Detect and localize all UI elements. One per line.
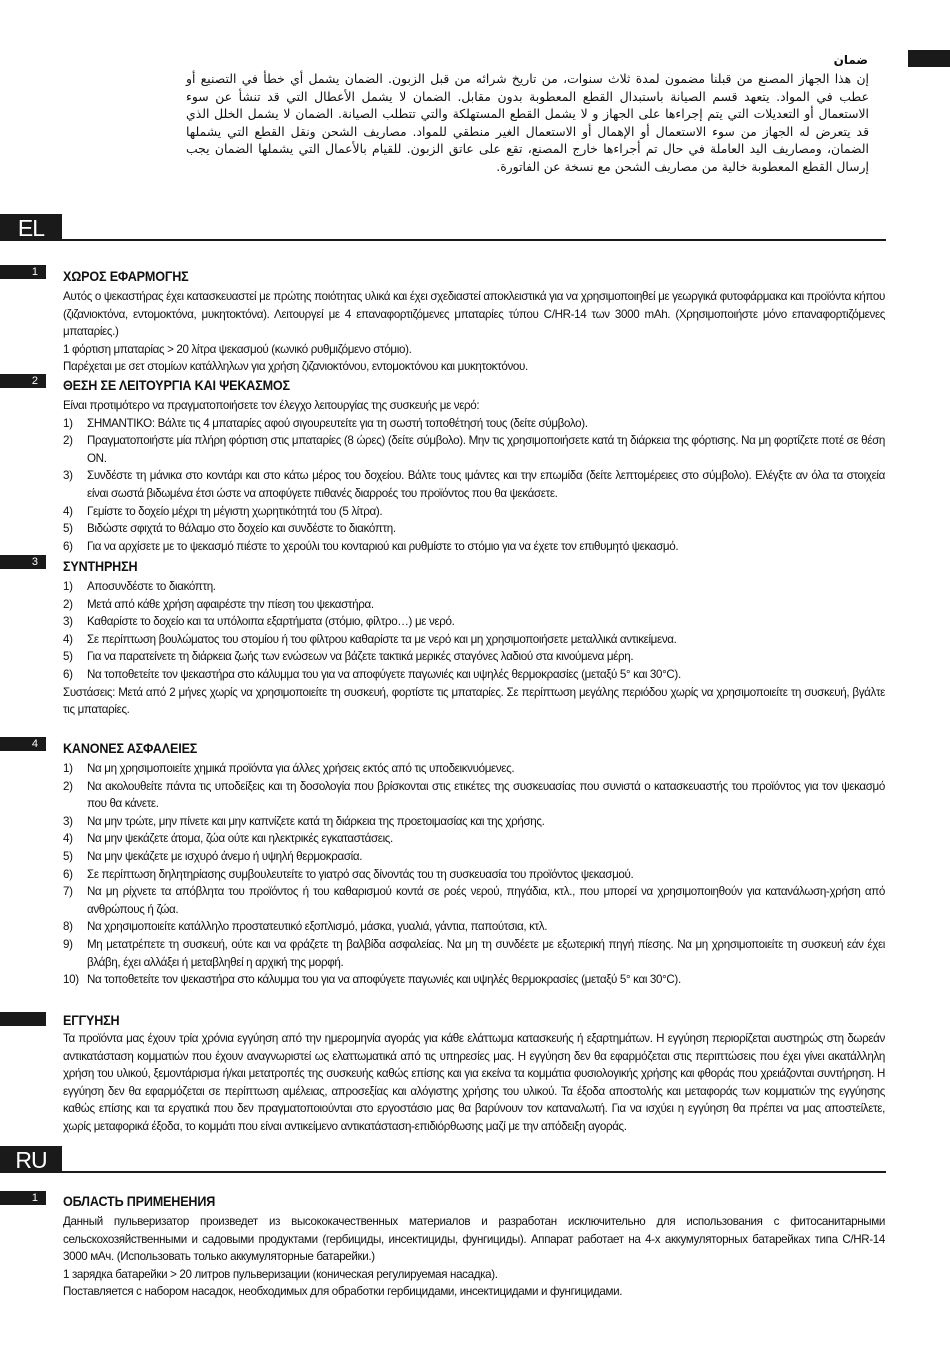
section-body	[63, 578, 885, 719]
paragraph: Παρέχεται με σετ στομίων κατάλληλων για χρήση ζιζανιοκτόνου, εντομοκτόνου και μυκητοκτόνου.	[63, 360, 528, 374]
divider	[62, 1171, 886, 1173]
paragraph: Συστάσεις: Μετά από 2 μήνες χωρίς να χρησιμοποιείτε τη συσκευή, φορτίστε τις μπαταρίες. Σε περίπτωση μεγάλης περιόδου χωρίς να χρησιμοποιείτε τη συσκευή, βγάλτε τις μπαταρίες.	[63, 685, 885, 717]
paragraph: Данный пульверизатор произведет из высококачественных материалов и разработан исключительно для использования с фитосанитарными сельскохозяйственными и садовыми продуктами (гербициды, инсектициды, фунгициды). Аппарат работает на 4-х аккумуляторных батарейках типа C/HR-14 3000 мАч. (Использовать только аккумуляторные батарейки.)	[63, 1215, 885, 1264]
section-body	[63, 288, 885, 376]
list-item: 6) Για να αρχίσετε με το ψεκασμό πιέστε το χερούλι του κονταριού και ρυθμίστε το στόμιο για να έχετε τον επιθυμητό ψεκασμό.	[63, 539, 679, 553]
language-label: EL	[0, 214, 62, 241]
list-item: 3) Καθαρίστε το δοχείο και τα υπόλοιπα εξαρτήματα (στόμιο, φίλτρο…) με νερό.	[63, 615, 455, 629]
list-item: 4) Γεμίστε το δοχείο μέχρι τη μέγιστη χωρητικότητά του (5 λίτρα).	[63, 504, 383, 518]
list-item: 6) Να τοποθετείτε τον ψεκαστήρα στο κάλυμμα του για να αποφύγετε παγωνιές και υψηλές θερμοκρασίες (μεταξύ 5° και 30°C).	[63, 667, 681, 681]
section-body	[63, 760, 885, 989]
list-item: 3) Συνδέστε τη μάνικα στο κοντάρι και στο κάτω μέρος του δοχείου. Βάλτε τους ιμάντες και την επωμίδα (δείτε λεπτομέρειες στο σύμβολο). Ελέγξτε αν όλα τα στοιχεία είναι σωστά βιδωμένα έτσι ώστε να αποφύγετε πιθανές διαρροές του προϊόντος που θα ψεκάσετε.	[63, 469, 885, 500]
paragraph: 1 зарядка батарейки > 20 литров пульверизации (коническая регулируемая насадка).	[63, 1267, 498, 1281]
list-item: 8) Να χρησιμοποιείτε κατάλληλο προστατευτικό εξοπλισμό, μάσκα, γυαλιά, γάντια, παπούτσια, κτλ.	[63, 920, 548, 934]
paragraph: 1 φόρτιση μπαταρίας > 20 λίτρα ψεκασμού (κωνικό ρυθμιζόμενο στόμιο).	[63, 342, 412, 356]
numbered-list	[63, 578, 885, 684]
numbered-list	[63, 760, 885, 989]
section-title: ΣΥΝΤΗΡΗΣΗ	[63, 558, 138, 574]
section-title: ΚΑΝΟΝΕΣ ΑΣΦΑΛΕΙΕΣ	[63, 740, 198, 756]
language-header-ru	[0, 1146, 886, 1173]
arabic-warranty-title: ضمان	[833, 53, 868, 67]
list-item: 6) Σε περίπτωση δηλητηρίασης συμβουλευτείτε το γιατρό σας δίνοντάς του τη συσκευασία του προϊόντος ψεκασμού.	[63, 867, 634, 881]
list-item: 7) Να μη ρίχνετε τα απόβλητα του προϊόντος ή του καθαρισμού κοντά σε ροές νερού, πηγάδια, κτλ., που μπορεί να χρησιμοποιηθούν για κατανάλωση-χρήση από ανθρώπους ή ζώα.	[63, 885, 885, 916]
section-body	[63, 1213, 885, 1301]
list-item: 1) ΣΗΜΑΝΤΙΚΟ: Βάλτε τις 4 μπαταρίες αφού σιγουρευτείτε για τη σωστή τοποθέτησή τους (δείτε σύμβολο).	[63, 416, 588, 430]
section-number: 1	[0, 265, 46, 279]
list-item: 3) Να μην τρώτε, μην πίνετε και μην καπνίζετε κατά τη διάρκεια της προετοιμασίας και της χρήσης.	[63, 814, 545, 828]
paragraph: Είναι προτιμότερο να πραγματοποιήσετε τον έλεγχο λειτουργίας της συσκευής με νερό:	[63, 399, 480, 412]
list-item: 5) Βιδώστε σφιχτά το θάλαμο στο δοχείο και συνδέστε το διακόπτη.	[63, 522, 396, 536]
divider	[62, 239, 886, 241]
list-item: 5) Για να παρατείνετε τη διάρκεια ζωής των ενώσεων να βάζετε τακτικά μερικές σταγόνες λαδιού στα κινούμενα μέρη.	[63, 650, 634, 664]
section-number: 2	[0, 374, 46, 388]
page-corner-tab	[908, 50, 950, 67]
list-item: 10) Να τοποθετείτε τον ψεκαστήρα στο κάλυμμα του για να αποφύγετε παγωνιές και υψηλές θερμοκρασίες (μεταξύ 5° και 30°C).	[63, 973, 681, 987]
numbered-list	[63, 415, 885, 556]
language-label: RU	[0, 1146, 62, 1173]
list-item: 4) Να μην ψεκάζετε άτομα, ζώα ούτε και ηλεκτρικές εγκαταστάσεις.	[63, 832, 393, 846]
section-body	[63, 397, 885, 555]
list-item: 2) Να ακολουθείτε πάντα τις υποδείξεις και τη δοσολογία που βρίσκονται στις ετικέτες της συσκευασίας που συνιστά ο κατασκευαστής του προϊόντος για τον ψεκασμό που θα κάνετε.	[63, 779, 885, 811]
list-item: 2) Πραγματοποιήστε μία πλήρη φόρτιση στις μπαταρίες (8 ώρες) (δείτε σύμβολο). Μην τις χρησιμοποιήσετε κατά τη διάρκεια της φόρτισης. Να μη φορτίζετε ποτέ σε θέση ON.	[63, 434, 885, 465]
section-number: 1	[0, 1191, 46, 1205]
section-title: ОБЛАСТЬ ПРИМЕНЕНИЯ	[63, 1193, 216, 1209]
section-title: ΧΩΡΟΣ ΕΦΑΡΜΟΓΗΣ	[63, 268, 189, 284]
list-item: 4) Σε περίπτωση βουλώματος του στομίου ή του φίλτρου καθαρίστε τα με νερό και μη χρησιμοποιήσετε μεταλλικά αντικείμενα.	[63, 632, 677, 646]
section-number: 3	[0, 555, 46, 569]
list-item: 9) Μη μετατρέπετε τη συσκευή, ούτε και να φράζετε τη βαλβίδα ασφαλείας. Να μη τη συνδέετε με εξωτερική πηγή πίεσης. Να μη χρησιμοποιείτε τη συσκευή εάν έχει βλάβη, έχει αλλάξει ή μεταβληθεί η αρχική της μορφή.	[63, 937, 885, 969]
list-item: 2) Μετά από κάθε χρήση αφαιρέστε την πίεση του ψεκαστήρα.	[63, 597, 374, 611]
language-header-el	[0, 214, 886, 241]
section-body	[63, 1030, 885, 1136]
paragraph: Τα προϊόντα μας έχουν τρία χρόνια εγγύηση από την ημερομηνία αγοράς για κάθε ελάττωμα κατασκευής ή εξαρτημάτων. Η εγγύηση περιορίζεται αυστηρώς στη δωρεάν αντικατάσταση κομματιών που έχουν αναγνωριστεί ως ελαττωματικά από τις υπηρεσίες μας. Η εγγύηση δεν θα εφαρμόζεται στις περιπτώσεις που έχει γίνει ακατάλληλη χρήση του υλικού, ξεμοντάρισμα ή/και μετατροπές της συσκευής καθώς επίσης και για εκείνα τα κομμάτια φυσιολογικής χρήσης και φθοράς που χρειάζονται συντήρηση. Η εγγύηση δεν θα εφαρμόζεται σε περίπτωση αμέλειας, απροσεξίας και αλόγιστης χρήσης του υλικού. Τα έξοδα αποστολής και μεταφοράς των κομματιών της εγγύησης καθώς επίσης και τα εργατικά που δεν πραγματοποιούνται στο εργοστάσιο μας θα βαρύνουν τον καταναλωτή. Για να ισχύει η εγγύηση θα πρέπει να μας αποστείλετε, χωρίς μεταφορικά έξοδα, το κομμάτι που είναι αντικείμενο αντικατάσταση-επιδιόρθωσης μαζί με την απόδειξη αγοράς.	[63, 1032, 885, 1133]
section-title: ΕΓΓΥΗΣΗ	[63, 1012, 120, 1028]
list-item: 1) Να μη χρησιμοποιείτε χημικά προϊόντα για άλλες χρήσεις εκτός από τις υποδεικνυόμενες.	[63, 762, 515, 775]
list-item: 5) Να μην ψεκάζετε με ισχυρό άνεμο ή υψηλή θερμοκρασία.	[63, 849, 363, 863]
paragraph: Αυτός ο ψεκαστήρας έχει κατασκευαστεί με πρώτης ποιότητας υλικά και έχει σχεδιαστεί αποκλειστικά για να χρησιμοποιηθεί με γεωργικά φυτοφάρμακα και προϊόντα κήπου (ζιζανιοκτόνα, εντομοκτόνα, μυκητοκτόνα). Λειτουργεί με 4 επαναφορτιζόμενες μπαταρίες τύπου C/HR-14 των 3000 mAh. (Χρησιμοποιήστε μόνο επαναφορτιζόμενες μπαταρίες.)	[63, 290, 885, 339]
section-number: 4	[0, 737, 46, 751]
paragraph: Поставляется с набором насадок, необходимых для обработки гербицидами, инсектицидами и фунгицидами.	[63, 1285, 623, 1299]
section-title: ΘΕΣΗ ΣΕ ΛΕΙΤΟΥΡΓΙΑ ΚΑΙ ΨΕΚΑΣΜΟΣ	[63, 377, 290, 393]
section-marker	[0, 1012, 46, 1026]
list-item: 1) Αποσυνδέστε το διακόπτη.	[63, 580, 216, 593]
arabic-warranty-text: إن هذا الجهاز المصنع من قبلنا مضمون لمدة ثلاث سنوات، من تاريخ شرائه من قبل الزبون. الضمان يشمل أي خطأ في التصنيع أو عطب في المواد. يتعهد قسم الصيانة باستبدال القطع المعطوبة بدون مقابل. الضمان لا يشمل الأعطال التي قد تنشأ عن سوء الاستعمال أو التعديلات التي يتم إجراءها على الجهاز و لا يشمل القطع المستهلكة والتي تتطلب الصيانة. الضمان لا يشمل الخلل الذي قد يتعرض له الجهاز من سوء الاستعمال أو الإهمال أو الاستعمال الغير منطقي للمواد. مصاريف الشحن ونقل القطع التي يشملها الضمان، ومصاريف اليد العاملة في حال تم أجراءها خارج المصنع، تقع على عاتق الزبون. للقيام بالأعمال التي يشملها الضمان يجب إرسال القطع المعطوبة خالية من مصاريف الشحن مع نسخة عن الفاتورة.	[186, 71, 869, 174]
